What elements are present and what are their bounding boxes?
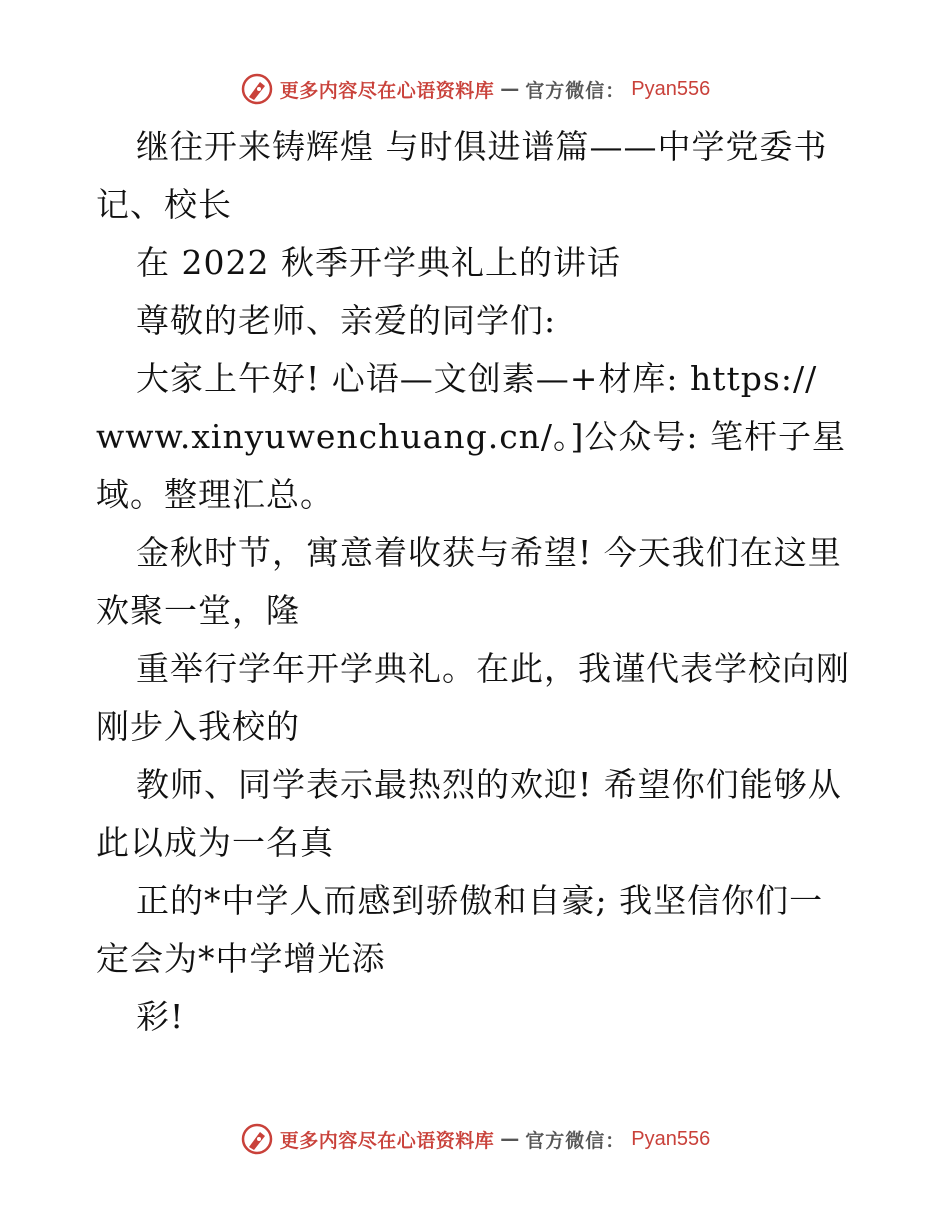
watermark-handle: Pyan556: [631, 77, 711, 100]
text-line: www.xinyuwenchuang.cn/。]公众号: 笔杆子星: [96, 417, 847, 456]
pen-nib-logo-icon: [240, 1122, 274, 1156]
watermark-official-label: 官方微信：: [525, 79, 626, 102]
text-line: 金秋时节，寓意着收获与希望! 今天我们在这里: [136, 533, 842, 572]
watermark-separator: —: [500, 1128, 520, 1150]
text-line: 欢聚一堂，隆: [96, 591, 300, 630]
watermark-handle: Pyan556: [631, 1127, 711, 1150]
text-line: 在 2022 秋季开学典礼上的讲话: [136, 243, 621, 282]
text-line: 正的*中学人而感到骄傲和自豪; 我坚信你们一: [136, 881, 824, 920]
text-line: 大家上午好! 心语—文创素—+材库: https://: [136, 359, 818, 398]
text-line: 域。整理汇总。: [96, 475, 334, 514]
header-watermark: [0, 72, 950, 106]
watermark-official-label: 官方微信：: [525, 1129, 626, 1152]
watermark-brand: 更多内容尽在心语资料库: [279, 1129, 495, 1152]
text-line: 彩!: [136, 997, 185, 1036]
footer-watermark: [0, 1122, 950, 1156]
document-body: [96, 118, 856, 1046]
pen-nib-logo-icon: [240, 72, 274, 106]
text-line: 此以成为一名真: [96, 823, 334, 862]
text-line: 重举行学年开学典礼。在此，我谨代表学校向刚: [136, 649, 850, 688]
text-line: 尊敬的老师、亲爱的同学们:: [136, 301, 557, 340]
watermark-separator: —: [500, 78, 520, 100]
watermark-brand: 更多内容尽在心语资料库: [279, 79, 495, 102]
text-line: 教师、同学表示最热烈的欢迎! 希望你们能够从: [136, 765, 842, 804]
text-line: 定会为*中学增光添: [96, 939, 386, 978]
text-line: 刚步入我校的: [96, 707, 300, 746]
text-line: 记、校长: [96, 185, 232, 224]
text-line: 继往开来铸辉煌 与时俱进谱篇——中学党委书: [136, 127, 828, 166]
